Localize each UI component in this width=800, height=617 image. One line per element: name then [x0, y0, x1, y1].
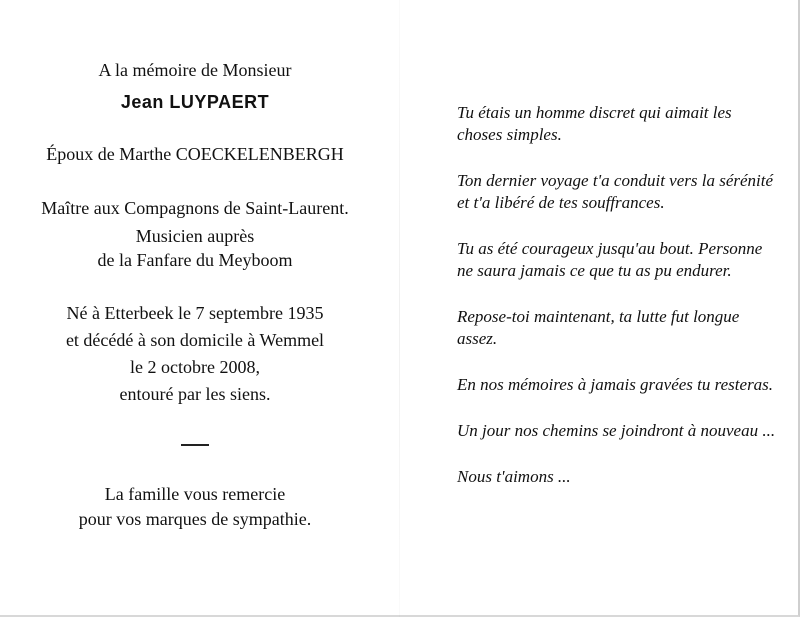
right-panel — [457, 102, 777, 512]
birth-line-4: entouré par les siens. — [119, 384, 271, 404]
spacer — [30, 272, 360, 300]
musician-line-2: de la Fanfare du Meyboom — [97, 250, 293, 270]
card-fold — [399, 0, 400, 617]
verse: Tu as été courageux jusqu'au bout. Personne ne saura jamais ce que tu as pu endurer. — [457, 239, 763, 280]
deceased-name: Jean LUYPAERT — [120, 92, 270, 112]
thanks-line-1: La famille vous remercie — [104, 484, 286, 504]
verse: Repose-toi maintenant, ta lutte fut longue assez. — [457, 307, 740, 348]
verse: Ton dernier voyage t'a conduit vers la sérénité et t'a libéré de tes souffrances. — [457, 171, 774, 212]
musician-line-1: Musicien auprès — [135, 226, 255, 246]
left-panel — [30, 58, 360, 532]
verse: Un jour nos chemins se joindront à nouveau ... — [457, 421, 776, 440]
birth-line-1: Né à Etterbeek le 7 septembre 1935 — [66, 303, 324, 323]
birth-line-2: et décédé à son domicile à Wemmel — [65, 330, 325, 350]
verse: En nos mémoires à jamais gravées tu resteras. — [457, 375, 774, 394]
intro-text: A la mémoire de Monsieur — [98, 60, 292, 80]
birth-line-3: le 2 octobre 2008, — [130, 357, 260, 377]
verse: Nous t'aimons ... — [457, 467, 571, 486]
spouse-text: Époux de Marthe COECKELENBERGH — [46, 144, 344, 164]
divider-wrap — [30, 408, 360, 482]
thanks-line-2: pour vos marques de sympathie. — [78, 509, 312, 529]
role-text: Maître aux Compagnons de Saint-Laurent. — [41, 198, 349, 218]
verse: Tu étais un homme discret qui aimait les choses simples. — [457, 103, 732, 144]
divider — [181, 444, 209, 446]
